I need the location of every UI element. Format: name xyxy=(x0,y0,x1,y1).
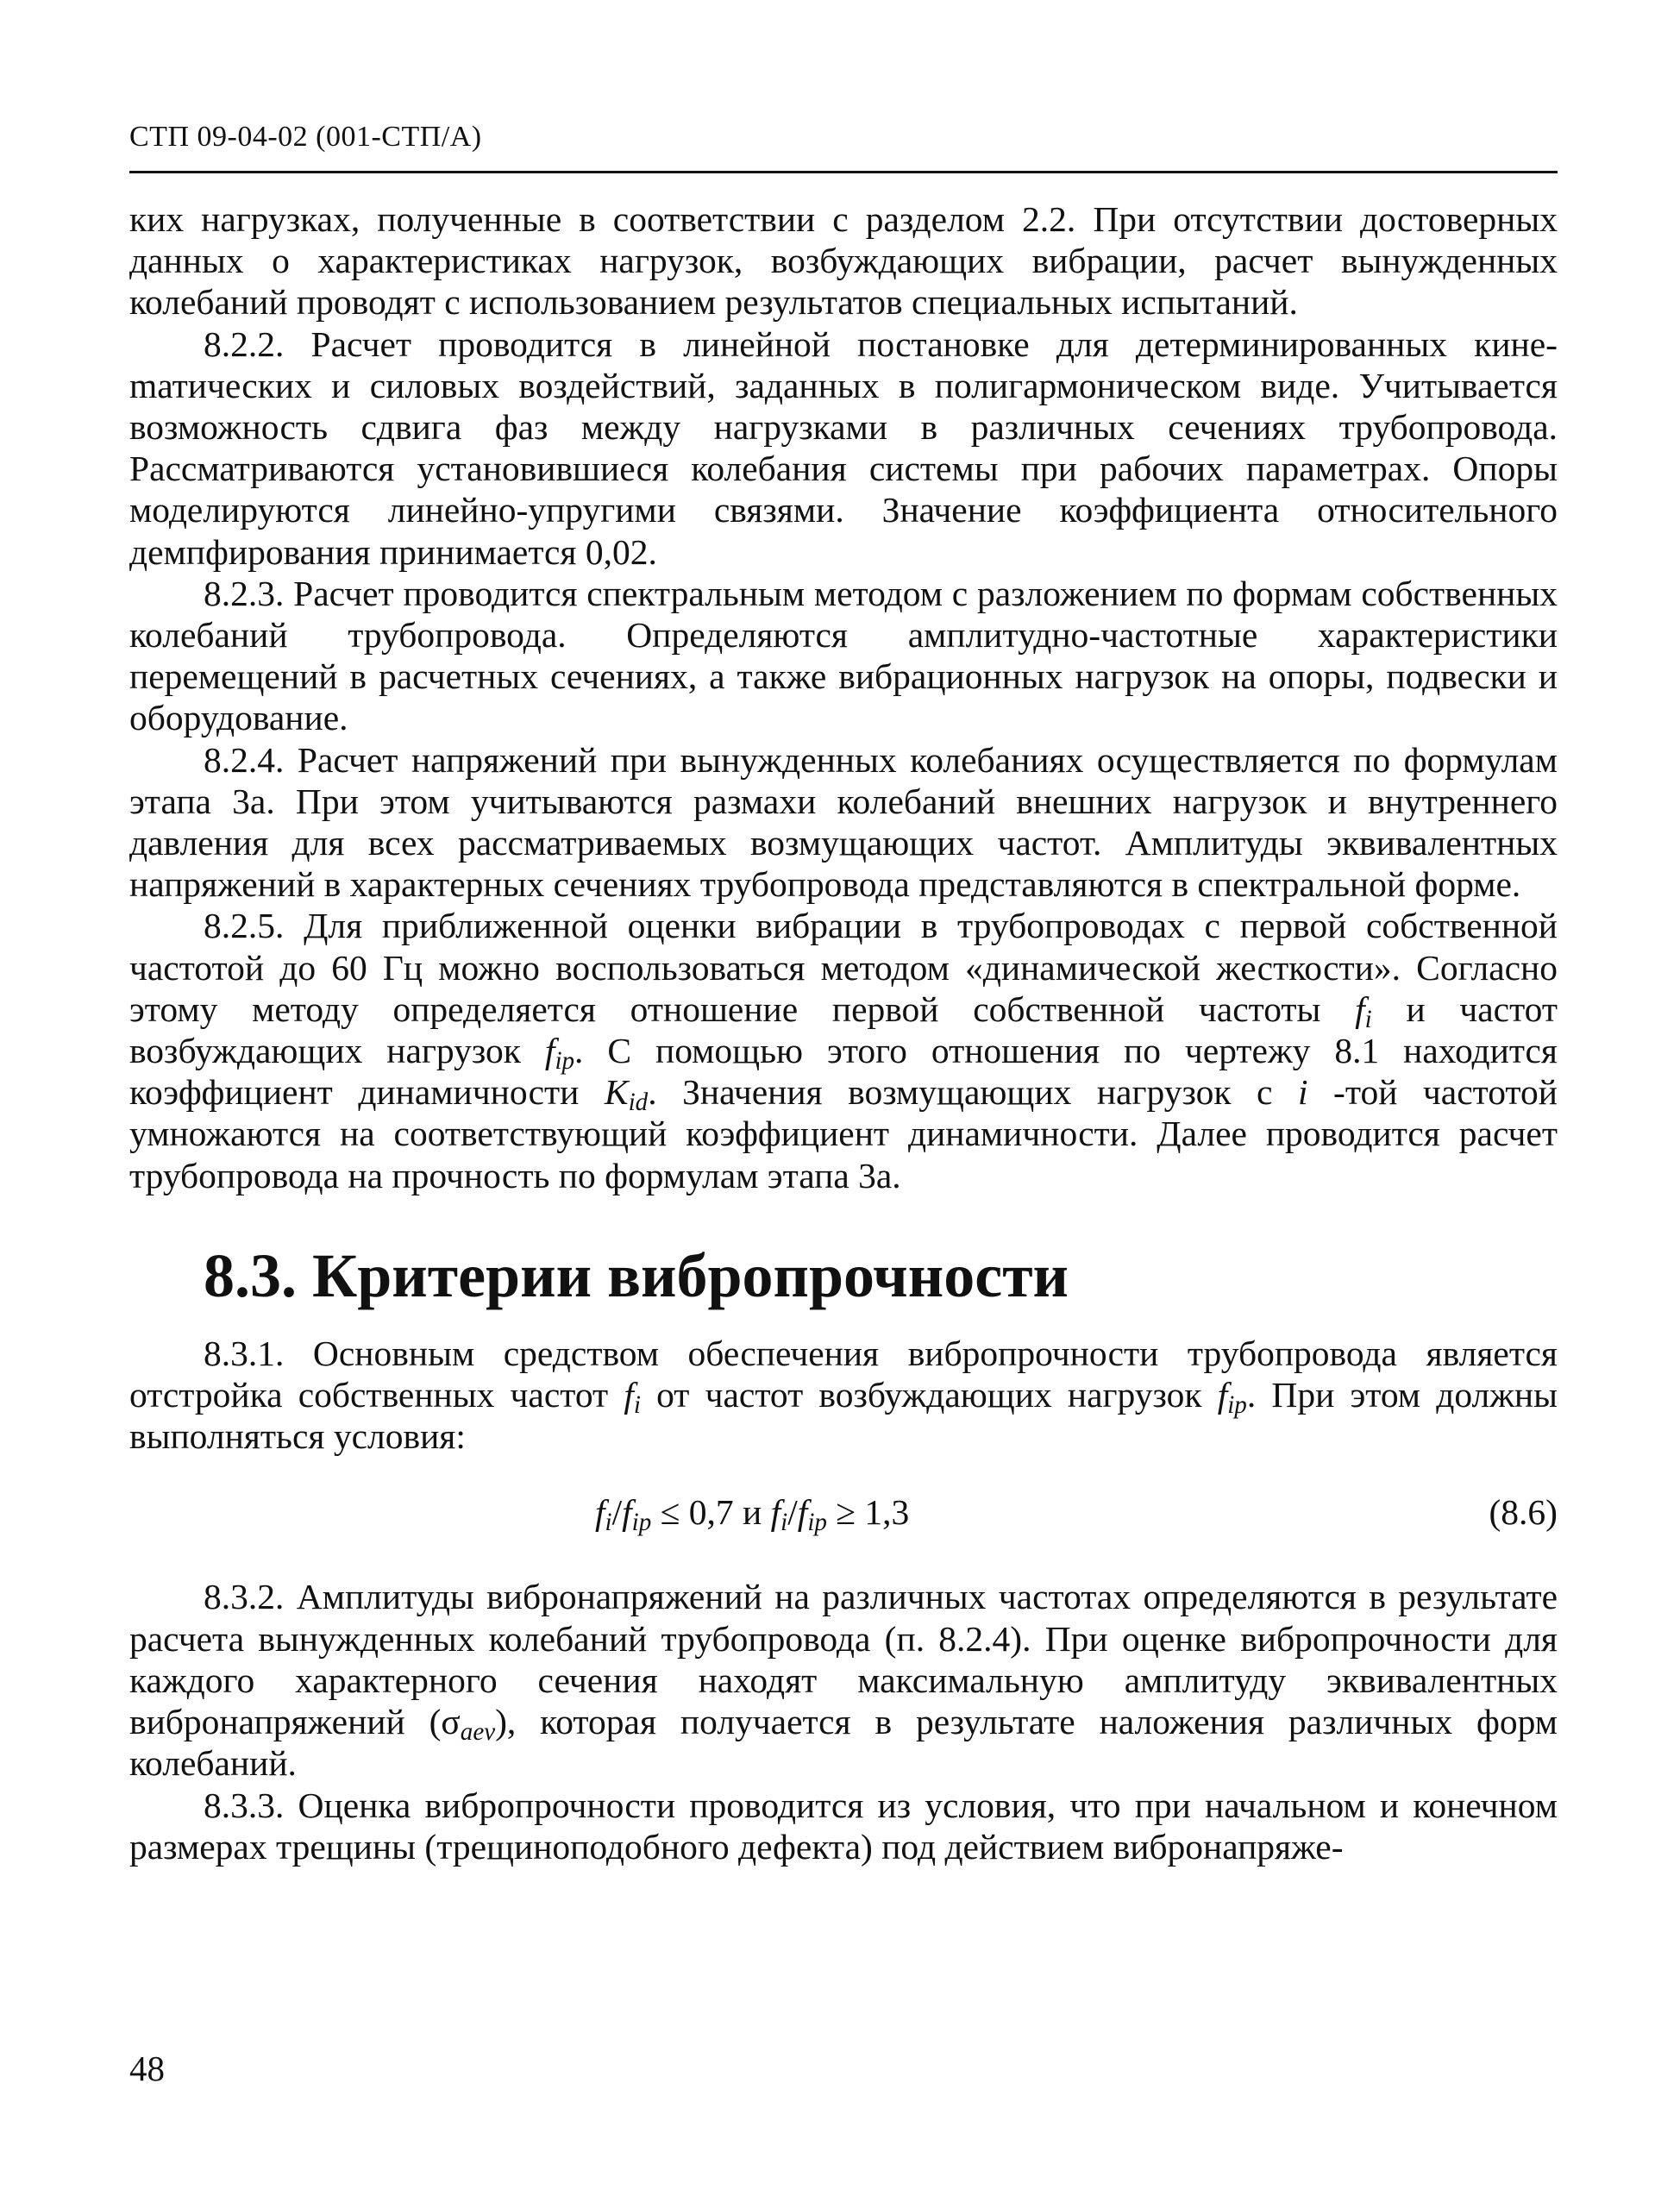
equation-number: (8.6) xyxy=(1489,1492,1558,1533)
symbol-f: f xyxy=(544,1031,555,1071)
text-run: -той частотой умножаются на соответствующий коэффициент динамичности. Далее проводится расчет трубопровода на прочность по формулам этапа 3а. xyxy=(129,1072,1558,1195)
subscript-i: i xyxy=(605,1509,612,1537)
text-run: 8.3.1. Основным средством обеспечения вибропрочности трубопровода является отстройка собственных частот xyxy=(129,1333,1558,1415)
text-run: 8.3.2. Амплитуды вибронапряжений на различных частотах определяются в результате расчета вынужденных колебаний трубопровода (п. 8.2.4). При оценке вибропрочности для каждого характерного сечения находят максимальную амплитуду эквивалентных вибронапряжений ( xyxy=(129,1577,1558,1742)
paragraph-8-3-3: 8.3.3. Оценка вибропрочности проводится из условия, что при начальном и конечном размерах трещины (трещиноподобного дефекта) под действием вибронапряже- xyxy=(129,1785,1558,1867)
paragraph-8-2-2: 8.2.2. Расчет проводится в линейной постановке для детерминированных кинеmатических и силовых воздействий, заданных в полигармоническом виде. Учитывается возможность сдвига фаз между нагрузками в различных сечениях трубопровода. Рассматриваются установившиеся колебания системы при рабочих параметрах. Опоры моделируются линейно-упругими связями. Значение коэффициента относительного демпфирования принимается 0,02. xyxy=(129,323,1558,572)
subscript-i: i xyxy=(1364,1005,1372,1033)
text-run: и частот возбуждающих нагрузок xyxy=(129,988,1558,1071)
running-header: СТП 09-04-02 (001-СТП/А) xyxy=(129,121,482,153)
subscript-ip: ip xyxy=(631,1509,652,1537)
symbol-i: i xyxy=(1297,1072,1308,1113)
slash: / xyxy=(611,1492,623,1533)
paragraph-continuation: ких нагрузках, полученные в соответствии с разделом 2.2. При отсутствии достоверных данных о характеристиках нагрузок, возбуждающих вибрации, расчет вынужденных колебаний проводят с использованием результатов специальных испытаний. xyxy=(129,199,1558,323)
subscript-ip: ip xyxy=(555,1047,575,1076)
paragraph-8-2-5 xyxy=(129,905,1558,1195)
text-run: 8.2.5. Для приближенной оценки вибрации в трубопроводах с первой собственной частотой до 60 Гц можно воспользоваться методом «динамической жесткости». Согласно этому методу определяется отношение первой собственной частоты xyxy=(129,906,1558,1029)
symbol-f: f xyxy=(622,1492,632,1533)
symbol-f: f xyxy=(1355,988,1365,1029)
page-body xyxy=(129,198,1558,1867)
symbol-sigma: σ xyxy=(441,1702,461,1742)
symbol-f: f xyxy=(797,1492,808,1533)
section-title: 8.3. Критерии вибропрочности xyxy=(204,1240,1069,1310)
subscript-ip: ip xyxy=(1227,1391,1247,1420)
subscript-i: i xyxy=(633,1391,641,1420)
symbol-f: f xyxy=(595,1492,605,1533)
subscript-aev: aev xyxy=(460,1718,496,1747)
text-run: ≤ 0,7 и xyxy=(651,1492,771,1533)
text-run: . С помощью этого отношения по чертежу 8.1 находится коэффициент динамичности xyxy=(129,1031,1558,1113)
text-run: ≥ 1,3 xyxy=(826,1492,910,1533)
text-run: от частот возбуждающих нагрузок xyxy=(640,1375,1218,1415)
text-run: . Значения возмущающих нагрузок с xyxy=(648,1072,1298,1113)
page-number: 48 xyxy=(129,2049,165,2088)
paragraph-8-2-3: 8.2.3. Расчет проводится спектральным методом с разложением по формам собственных колебаний трубопровода. Определяются амплитудно-частотные характеристики перемещений в расчетных сечениях, а также вибрационных нагрузок на опоры, подвески и оборудование. xyxy=(129,573,1558,738)
symbol-f: f xyxy=(1217,1375,1228,1415)
symbol-f: f xyxy=(770,1492,781,1533)
header-rule xyxy=(129,171,1558,173)
symbol-k: K xyxy=(604,1072,629,1113)
paragraph-8-2-4: 8.2.4. Расчет напряжений при вынужденных колебаниях осуществляется по формулам этапа 3а. При этом учитываются размахи колебаний внешних нагрузок и внутреннего давления для всех рассматриваемых возмущающих частот. Амплитуды эквивалентных напряжений в характерных сечениях трубопровода представляются в спектральной форме. xyxy=(129,739,1558,905)
subscript-i: i xyxy=(780,1509,788,1537)
paragraph-8-3-1 xyxy=(129,1333,1558,1458)
slash: / xyxy=(787,1492,798,1533)
paragraph-8-3-2 xyxy=(129,1576,1558,1784)
subscript-id: id xyxy=(628,1089,649,1117)
symbol-f: f xyxy=(624,1375,634,1415)
text-run: ), которая получается в результате наложения различных форм колебаний. xyxy=(129,1702,1558,1784)
formula-row xyxy=(129,1465,1558,1569)
subscript-ip: ip xyxy=(807,1509,827,1537)
formula-8-6 xyxy=(595,1491,910,1537)
text-run: . При этом должны выполняться условия: xyxy=(129,1375,1558,1457)
